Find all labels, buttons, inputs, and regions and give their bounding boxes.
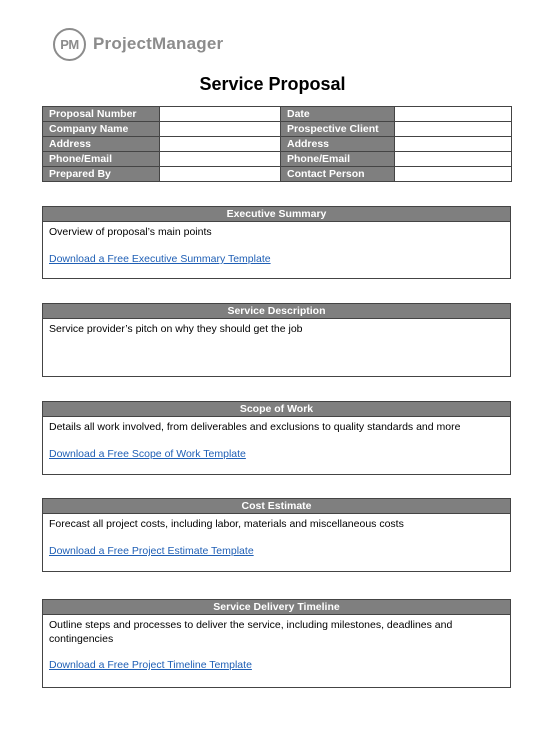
section-heading: Cost Estimate xyxy=(43,499,510,514)
info-label: Date xyxy=(281,107,395,122)
info-label: Contact Person xyxy=(281,167,395,182)
info-label: Proposal Number xyxy=(43,107,160,122)
section-body xyxy=(43,514,510,561)
section-body xyxy=(43,417,510,464)
info-label: Phone/Email xyxy=(43,152,160,167)
proposal-info-table xyxy=(42,106,512,182)
logo xyxy=(53,27,223,61)
table-row xyxy=(43,107,512,122)
project-estimate-template-link[interactable]: Download a Free Project Estimate Template xyxy=(49,545,254,557)
section-text: Details all work involved, from deliverables and exclusions to quality standards and more xyxy=(49,421,461,433)
pm-logo-icon: PM xyxy=(53,28,86,61)
client-phone-email-field[interactable] xyxy=(395,152,512,167)
service-description-section xyxy=(42,303,511,377)
date-field[interactable] xyxy=(395,107,512,122)
section-text: Forecast all project costs, including labor, materials and miscellaneous costs xyxy=(49,518,404,530)
scope-of-work-template-link[interactable]: Download a Free Scope of Work Template xyxy=(49,448,246,460)
info-label: Address xyxy=(281,137,395,152)
info-label: Prospective Client xyxy=(281,122,395,137)
section-text: Outline steps and processes to deliver the service, including milestones, deadlines and contingencies xyxy=(49,619,453,645)
info-label: Phone/Email xyxy=(281,152,395,167)
prospective-client-field[interactable] xyxy=(395,122,512,137)
executive-summary-section xyxy=(42,206,511,279)
table-row xyxy=(43,137,512,152)
section-text: Service provider’s pitch on why they should get the job xyxy=(49,323,303,335)
executive-summary-template-link[interactable]: Download a Free Executive Summary Template xyxy=(49,253,271,265)
info-label: Address xyxy=(43,137,160,152)
company-phone-email-field[interactable] xyxy=(160,152,281,167)
info-label: Prepared By xyxy=(43,167,160,182)
section-heading: Service Delivery Timeline xyxy=(43,600,510,615)
logo-text: ProjectManager xyxy=(93,34,224,53)
table-row xyxy=(43,122,512,137)
section-heading: Service Description xyxy=(43,304,510,319)
section-heading: Scope of Work xyxy=(43,402,510,417)
company-name-field[interactable] xyxy=(160,122,281,137)
info-label: Company Name xyxy=(43,122,160,137)
section-heading: Executive Summary xyxy=(43,207,510,222)
prepared-by-field[interactable] xyxy=(160,167,281,182)
contact-person-field[interactable] xyxy=(395,167,512,182)
section-text: Overview of proposal’s main points xyxy=(49,226,212,238)
page-title: Service Proposal xyxy=(199,74,346,94)
scope-of-work-section xyxy=(42,401,511,475)
cost-estimate-section xyxy=(42,498,511,572)
client-address-field[interactable] xyxy=(395,137,512,152)
section-body xyxy=(43,222,510,269)
table-row xyxy=(43,167,512,182)
project-timeline-template-link[interactable]: Download a Free Project Timeline Template xyxy=(49,659,252,671)
proposal-number-field[interactable] xyxy=(160,107,281,122)
section-body xyxy=(43,615,510,675)
service-delivery-timeline-section xyxy=(42,599,511,688)
section-body xyxy=(43,319,510,339)
company-address-field[interactable] xyxy=(160,137,281,152)
table-row xyxy=(43,152,512,167)
